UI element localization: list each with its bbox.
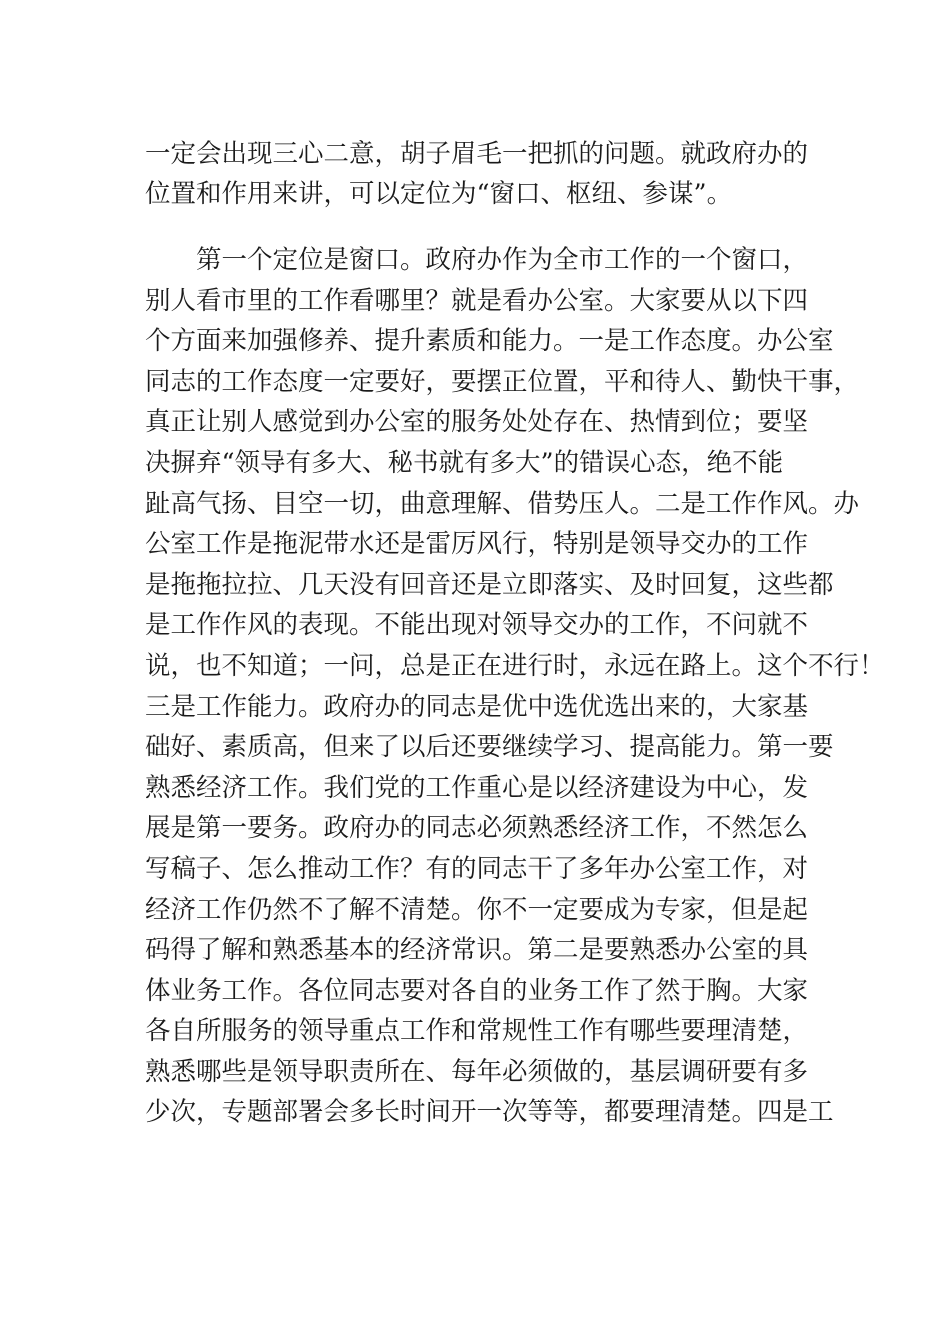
text-line: 码得了解和熟悉基本的经济常识。第二是要熟悉办公室的具: [145, 935, 809, 966]
text-line: 写稿子、怎么推动工作？有的同志干了多年办公室工作，对: [145, 853, 809, 884]
text-line: 础好、素质高，但来了以后还要继续学习、提高能力。第一要: [145, 732, 834, 763]
text-line: 经济工作仍然不了解不清楚。你不一定要成为专家，但是起: [145, 894, 809, 925]
text-line: 是拖拖拉拉、几天没有回音还是立即落实、及时回复，这些都: [145, 569, 834, 600]
paragraph-1: [145, 134, 810, 214]
text-line: 各自所服务的领导重点工作和常规性工作有哪些要理清楚，: [145, 1016, 809, 1047]
text-line: 熟悉哪些是领导职责所在、每年必须做的，基层调研要有多: [145, 1056, 809, 1087]
text-line: 公室工作是拖泥带水还是雷厉风行，特别是领导交办的工作: [145, 529, 809, 560]
text-line: 决摒弃“领导有多大、秘书就有多大”的错误心态，绝不能: [145, 447, 784, 478]
text-line: 个方面来加强修养、提升素质和能力。一是工作态度。办公室: [145, 326, 834, 357]
text-line: 熟悉经济工作。我们党的工作重心是以经济建设为中心，发: [145, 772, 809, 803]
text-line: 展是第一要务。政府办的同志必须熟悉经济工作，不然怎么: [145, 813, 809, 844]
text-line: 别人看市里的工作看哪里？就是看办公室。大家要从以下四: [145, 285, 809, 316]
text-line: 同志的工作态度一定要好，要摆正位置，平和待人、勤快干事，: [145, 366, 860, 397]
text-line: 真正让别人感觉到办公室的服务处处存在、热情到位；要坚: [145, 407, 809, 438]
text-line: 体业务工作。各位同志要对各自的业务工作了然于胸。大家: [145, 975, 809, 1006]
paragraph-2: [145, 240, 885, 1133]
text-line: 三是工作能力。政府办的同志是优中选优选出来的，大家基: [145, 691, 809, 722]
text-line: 趾高气扬、目空一切，曲意理解、借势压人。二是工作作风。办: [145, 488, 860, 519]
text-line: 是工作作风的表现。不能出现对领导交办的工作，不问就不: [145, 610, 809, 641]
text-line: 一定会出现三心二意，胡子眉毛一把抓的问题。就政府办的: [145, 139, 809, 169]
text-line: 说，也不知道；一问，总是正在进行时，永远在路上。这个不行！: [145, 650, 885, 681]
text-line: 第一个定位是窗口。政府办作为全市工作的一个窗口，: [196, 245, 809, 275]
text-line: 位置和作用来讲，可以定位为“窗口、枢纽、参谋”。: [145, 179, 733, 209]
text-line: 少次，专题部署会多长时间开一次等等，都要理清楚。四是工: [145, 1097, 834, 1128]
